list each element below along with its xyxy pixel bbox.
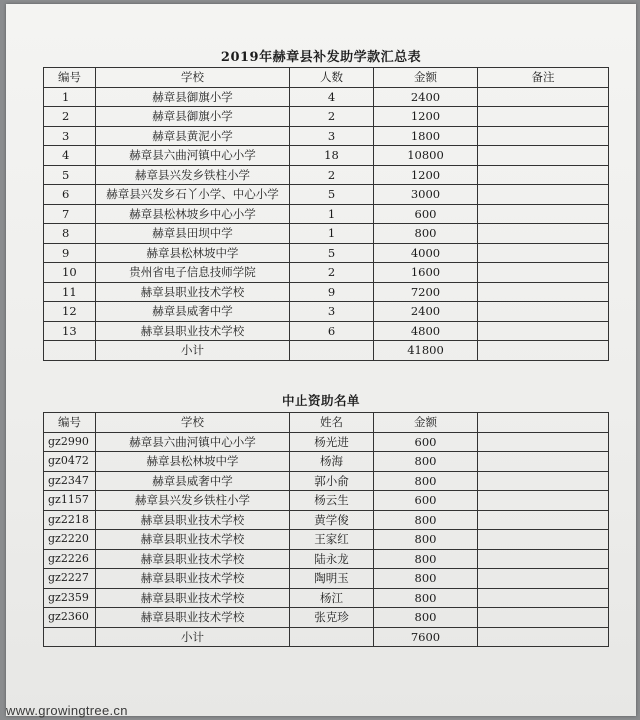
count-cell: 2 [290,263,374,283]
count-cell: 1 [290,224,374,244]
table-row [44,321,609,341]
note-cell [478,243,609,263]
amount-cell: 7200 [374,282,478,302]
empty-cell [478,341,609,361]
table-row [44,185,609,205]
name-cell: 王家红 [290,530,374,550]
name-cell: 杨光进 [290,432,374,452]
empty-cell [478,491,609,511]
school-cell: 赫章县职业技术学校 [96,530,290,550]
school-cell: 赫章县职业技术学校 [96,510,290,530]
row-number-cell: 4 [44,146,96,166]
subtotal-row [44,341,609,361]
empty-cell [44,341,96,361]
amount-cell: 800 [374,471,478,491]
name-cell: 张克珍 [290,608,374,628]
amount-cell: 800 [374,452,478,472]
table-row [44,471,609,491]
name-cell: 黄学俊 [290,510,374,530]
table-row [44,107,609,127]
table-row [44,452,609,472]
count-cell: 3 [290,126,374,146]
table-row [44,569,609,589]
summary-table [43,67,609,361]
table-row [44,263,609,283]
header-cell-amount: 金额 [374,413,478,433]
row-number-cell: 12 [44,302,96,322]
amount-cell: 800 [374,608,478,628]
amount-cell: 10800 [374,146,478,166]
amount-cell: 3000 [374,185,478,205]
terminated-table-title: 中止资助名单 [281,393,360,408]
name-cell: 陆永龙 [290,549,374,569]
table-row [44,608,609,628]
count-cell: 9 [290,282,374,302]
school-cell: 赫章县职业技术学校 [96,549,290,569]
code-cell: gz2360 [44,608,96,628]
school-cell: 赫章县兴发乡铁柱小学 [96,491,290,511]
amount-cell: 800 [374,530,478,550]
count-cell: 3 [290,302,374,322]
row-number-cell: 9 [44,243,96,263]
note-cell [478,126,609,146]
name-cell: 杨云生 [290,491,374,511]
amount-cell: 2400 [374,87,478,107]
empty-cell [478,432,609,452]
header-cell-empty [478,413,609,433]
school-cell: 赫章县松林坡中学 [96,243,290,263]
count-cell: 6 [290,321,374,341]
empty-cell [478,530,609,550]
note-cell [478,87,609,107]
amount-cell: 1200 [374,107,478,127]
code-cell: gz2227 [44,569,96,589]
school-cell: 赫章县松林坡乡中心小学 [96,204,290,224]
name-cell: 郭小俞 [290,471,374,491]
note-cell [478,263,609,283]
amount-cell: 800 [374,588,478,608]
school-cell: 赫章县职业技术学校 [96,608,290,628]
table-row [44,224,609,244]
table-row [44,432,609,452]
subtotal-row [44,627,609,647]
amount-cell: 1800 [374,126,478,146]
subtotal-amount: 7600 [374,627,478,647]
note-cell [478,204,609,224]
note-cell [478,146,609,166]
count-cell: 5 [290,243,374,263]
amount-cell: 1600 [374,263,478,283]
amount-cell: 800 [374,549,478,569]
name-cell: 杨海 [290,452,374,472]
count-cell: 1 [290,204,374,224]
note-cell [478,107,609,127]
subtotal-label: 小计 [96,627,290,647]
code-cell: gz2359 [44,588,96,608]
count-cell: 2 [290,107,374,127]
school-cell: 赫章县六曲河镇中心小学 [96,146,290,166]
header-cell-school: 学校 [96,413,290,433]
table-row [44,530,609,550]
row-number-cell: 13 [44,321,96,341]
table-row [44,491,609,511]
school-cell: 赫章县威奢中学 [96,302,290,322]
row-number-cell: 2 [44,107,96,127]
school-cell: 赫章县松林坡中学 [96,452,290,472]
terminated-table-header [44,413,609,433]
table-row [44,126,609,146]
amount-cell: 2400 [374,302,478,322]
count-cell: 2 [290,165,374,185]
school-cell: 赫章县兴发乡铁柱小学 [96,165,290,185]
empty-cell [478,608,609,628]
code-cell: gz1157 [44,491,96,511]
table-row [44,165,609,185]
summary-table-title: 2019年赫章县补发助学款汇总表 [220,50,422,65]
table-row [44,549,609,569]
school-cell: 赫章县六曲河镇中心小学 [96,432,290,452]
count-cell: 5 [290,185,374,205]
row-number-cell: 3 [44,126,96,146]
amount-cell: 800 [374,569,478,589]
note-cell [478,321,609,341]
note-cell [478,224,609,244]
school-cell: 赫章县职业技术学校 [96,569,290,589]
empty-cell [478,452,609,472]
amount-cell: 800 [374,510,478,530]
header-cell-number: 编号 [44,68,96,88]
table-row [44,243,609,263]
empty-cell [478,588,609,608]
amount-cell: 4800 [374,321,478,341]
amount-cell: 4000 [374,243,478,263]
school-cell: 赫章县职业技术学校 [96,588,290,608]
header-cell-amount: 金额 [374,68,478,88]
row-number-cell: 1 [44,87,96,107]
school-cell: 赫章县田坝中学 [96,224,290,244]
empty-cell [290,627,374,647]
code-cell: gz2990 [44,432,96,452]
row-number-cell: 10 [44,263,96,283]
empty-cell [44,627,96,647]
empty-cell [478,549,609,569]
amount-cell: 1200 [374,165,478,185]
note-cell [478,282,609,302]
school-cell: 赫章县御旗小学 [96,87,290,107]
code-cell: gz0472 [44,452,96,472]
watermark-text: www.growingtree.cn [6,703,128,718]
school-cell: 贵州省电子信息技师学院 [96,263,290,283]
school-cell: 赫章县职业技术学校 [96,321,290,341]
note-cell [478,302,609,322]
school-cell: 赫章县职业技术学校 [96,282,290,302]
empty-cell [478,569,609,589]
count-cell: 4 [290,87,374,107]
header-cell-school: 学校 [96,68,290,88]
amount-cell: 600 [374,432,478,452]
table-row [44,510,609,530]
table-row [44,204,609,224]
school-cell: 赫章县黄泥小学 [96,126,290,146]
code-cell: gz2226 [44,549,96,569]
amount-cell: 800 [374,224,478,244]
row-number-cell: 5 [44,165,96,185]
header-cell-name: 姓名 [290,413,374,433]
empty-cell [478,510,609,530]
note-cell [478,165,609,185]
table-row [44,87,609,107]
empty-cell [478,627,609,647]
school-cell: 赫章县御旗小学 [96,107,290,127]
terminated-table [43,412,609,647]
empty-cell [478,471,609,491]
row-number-cell: 6 [44,185,96,205]
table-row [44,588,609,608]
document-page [6,4,636,716]
row-number-cell: 11 [44,282,96,302]
subtotal-label: 小计 [96,341,290,361]
note-cell [478,185,609,205]
subtotal-amount: 41800 [374,341,478,361]
empty-cell [290,341,374,361]
header-cell-note: 备注 [478,68,609,88]
table-row [44,302,609,322]
count-cell: 18 [290,146,374,166]
name-cell: 陶明玉 [290,569,374,589]
summary-table-header [44,68,609,88]
school-cell: 赫章县兴发乡石丫小学、中心小学 [96,185,290,205]
name-cell: 杨江 [290,588,374,608]
header-cell-code: 编号 [44,413,96,433]
header-cell-count: 人数 [290,68,374,88]
table-row [44,146,609,166]
table-row [44,282,609,302]
row-number-cell: 8 [44,224,96,244]
school-cell: 赫章县威奢中学 [96,471,290,491]
code-cell: gz2220 [44,530,96,550]
code-cell: gz2218 [44,510,96,530]
amount-cell: 600 [374,204,478,224]
row-number-cell: 7 [44,204,96,224]
amount-cell: 600 [374,491,478,511]
code-cell: gz2347 [44,471,96,491]
